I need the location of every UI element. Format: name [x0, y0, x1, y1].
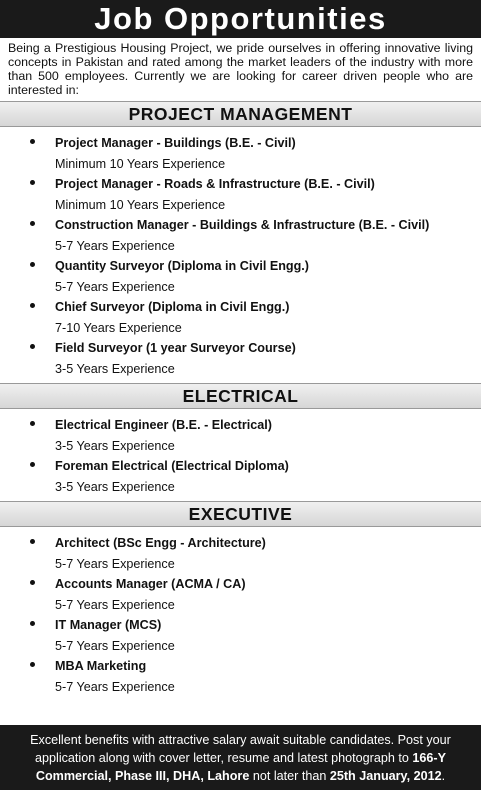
- list-item: [0, 574, 481, 615]
- job-experience: 5-7 Years Experience: [55, 638, 175, 653]
- bullet-icon: [30, 344, 35, 349]
- bullet-icon: [30, 180, 35, 185]
- list-item: [0, 533, 481, 574]
- job-experience: 5-7 Years Experience: [55, 238, 175, 253]
- section-heading: ELECTRICAL: [0, 383, 481, 409]
- job-title: Accounts Manager (ACMA / CA): [55, 577, 246, 591]
- job-title: Architect (BSc Engg - Architecture): [55, 536, 266, 550]
- mailing-address: 166-Y Commercial, Phase III, DHA, Lahore: [35, 751, 446, 783]
- section-project-management: [0, 101, 481, 383]
- list-item: [0, 456, 481, 497]
- list-item: [0, 656, 481, 697]
- job-title: Project Manager - Roads & Infrastructure (B.E. - Civil): [55, 177, 375, 191]
- list-item: [0, 415, 481, 456]
- bullet-icon: [30, 539, 35, 544]
- list-item: [0, 133, 481, 174]
- job-list: [0, 527, 481, 701]
- list-item: [0, 174, 481, 215]
- job-list: [0, 409, 481, 501]
- job-title: Construction Manager - Buildings & Infrastructure (B.E. - Civil): [55, 218, 430, 232]
- job-experience: 5-7 Years Experience: [55, 556, 175, 571]
- bullet-icon: [30, 421, 35, 426]
- job-title: MBA Marketing: [55, 659, 147, 673]
- bullet-icon: [30, 303, 35, 308]
- bullet-icon: [30, 262, 35, 267]
- bullet-icon: [30, 621, 35, 626]
- bullet-icon: [30, 580, 35, 585]
- bullet-icon: [30, 139, 35, 144]
- job-experience: 3-5 Years Experience: [55, 361, 175, 376]
- deadline-date: 25th January, 2012: [329, 769, 442, 783]
- footer-text: not later than: [249, 769, 330, 783]
- job-experience: 3-5 Years Experience: [55, 438, 175, 453]
- job-experience: Minimum 10 Years Experience: [55, 156, 226, 171]
- intro-paragraph: Being a Prestigious Housing Project, we pride ourselves in offering innovative living concepts in Pakistan and rated among the market leaders of the industry with more than 500 employees. Currently we are looking for career driven people who are interested in:: [8, 41, 473, 97]
- job-list: [0, 127, 481, 383]
- job-experience: 5-7 Years Experience: [55, 597, 175, 612]
- list-item: [0, 297, 481, 338]
- job-title: Quantity Surveyor (Diploma in Civil Engg.): [55, 259, 310, 273]
- list-item: [0, 338, 481, 379]
- footer-text: Excellent benefits with attractive salary await suitable candidates. Post your application along with cover letter, resume and latest photograph to: [30, 733, 451, 765]
- job-title: Field Surveyor (1 year Surveyor Course): [55, 341, 296, 355]
- section-heading: EXECUTIVE: [0, 501, 481, 527]
- job-title: Project Manager - Buildings (B.E. - Civil): [55, 136, 296, 150]
- ad-title: Job Opportunities: [0, 0, 481, 38]
- section-executive: [0, 501, 481, 701]
- list-item: [0, 215, 481, 256]
- bullet-icon: [30, 662, 35, 667]
- job-title: IT Manager (MCS): [55, 618, 162, 632]
- job-experience: 7-10 Years Experience: [55, 320, 182, 335]
- section-heading: PROJECT MANAGEMENT: [0, 101, 481, 127]
- job-experience: Minimum 10 Years Experience: [55, 197, 226, 212]
- list-item: [0, 615, 481, 656]
- bullet-icon: [30, 462, 35, 467]
- bullet-icon: [30, 221, 35, 226]
- footer-text: .: [441, 769, 446, 783]
- list-item: [0, 256, 481, 297]
- application-instructions: [0, 725, 481, 790]
- job-experience: 5-7 Years Experience: [55, 279, 175, 294]
- job-title: Chief Surveyor (Diploma in Civil Engg.): [55, 300, 290, 314]
- job-experience: 3-5 Years Experience: [55, 479, 175, 494]
- job-title: Electrical Engineer (B.E. - Electrical): [55, 418, 272, 432]
- job-experience: 5-7 Years Experience: [55, 679, 175, 694]
- section-electrical: [0, 383, 481, 501]
- job-title: Foreman Electrical (Electrical Diploma): [55, 459, 289, 473]
